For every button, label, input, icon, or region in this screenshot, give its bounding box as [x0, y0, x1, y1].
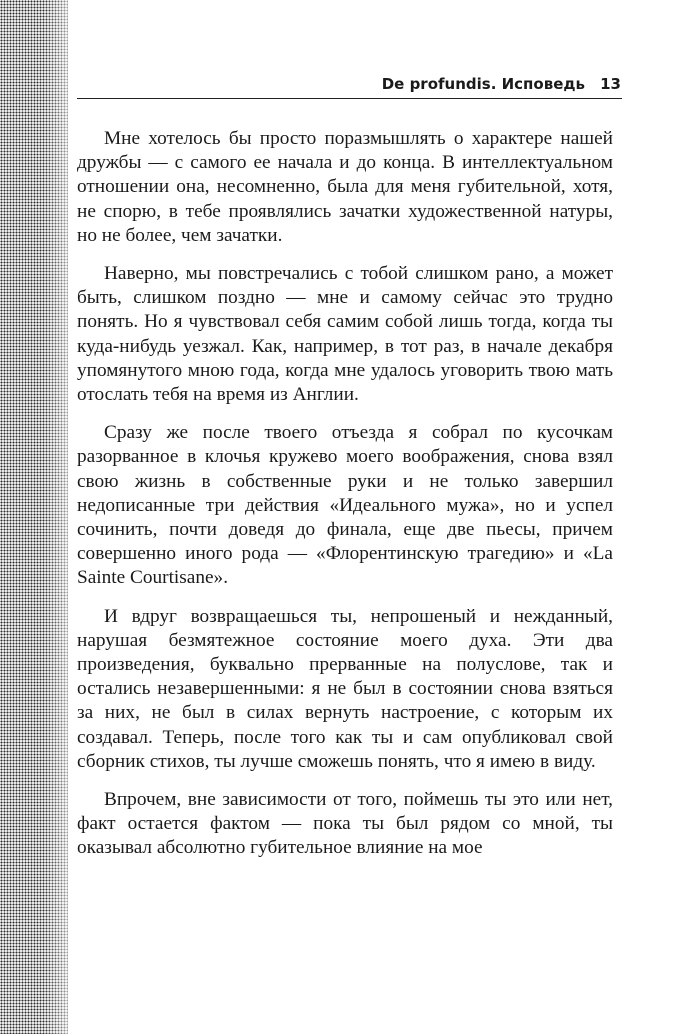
paragraph-1: Мне хотелось бы просто поразмышлять о характере нашей дружбы — с самого ее начала и до конца. В интеллектуальном отношении она, несомненно, была для меня губительной, хотя, не спорю, в тебе проявлялись зачатки художественной натуры, но не более, чем зачатки.	[77, 128, 613, 246]
body-text	[77, 127, 613, 875]
paragraph-4: И вдруг возвращаешься ты, непрошеный и нежданный, нарушая безмятежное состояние моего духа. Эти два произведения, буквально прерванные на полуслове, так и остались незавершенными: я не был в состоянии снова взяться за них, не был в силах вернуть настроение, с которым их создавал. Теперь, после того как ты и сам опубликовал свой сборник стихов, ты лучше сможешь понять, что я имею в виду.	[77, 605, 613, 772]
page-number: 13	[600, 75, 621, 93]
running-head	[77, 74, 622, 99]
page-edge-fade	[44, 0, 68, 1034]
paragraph-5: Впрочем, вне зависимости от того, поймешь ты это или нет, факт остается фактом — пока ты был рядом со мной, ты оказывал абсолютно губительное влияние на мое	[77, 789, 613, 859]
running-title: De profundis. Исповедь	[381, 75, 585, 93]
paragraph-3: Сразу же после твоего отъезда я собрал по кусочкам разорванное в клочья кружево моего воображения, снова взял свою жизнь в собственные руки и не только завершил недописанные три действия «Идеального мужа», но и успел сочинить, почти доведя до финала, еще две пьесы, причем совершенно иного рода — «Флорентинскую трагедию» и «La Sainte Courtisane».	[77, 422, 613, 589]
paragraph-2: Наверно, мы повстречались с тобой слишком рано, а может быть, слишком поздно — мне и самому сейчас это трудно понять. Но я чувствовал себя самим собой лишь тогда, когда ты куда-нибудь уезжал. Как, например, в тот раз, в начале декабря упомянутого мною года, когда мне удалось уговорить твою мать отослать тебя на время из Англии.	[77, 263, 613, 406]
